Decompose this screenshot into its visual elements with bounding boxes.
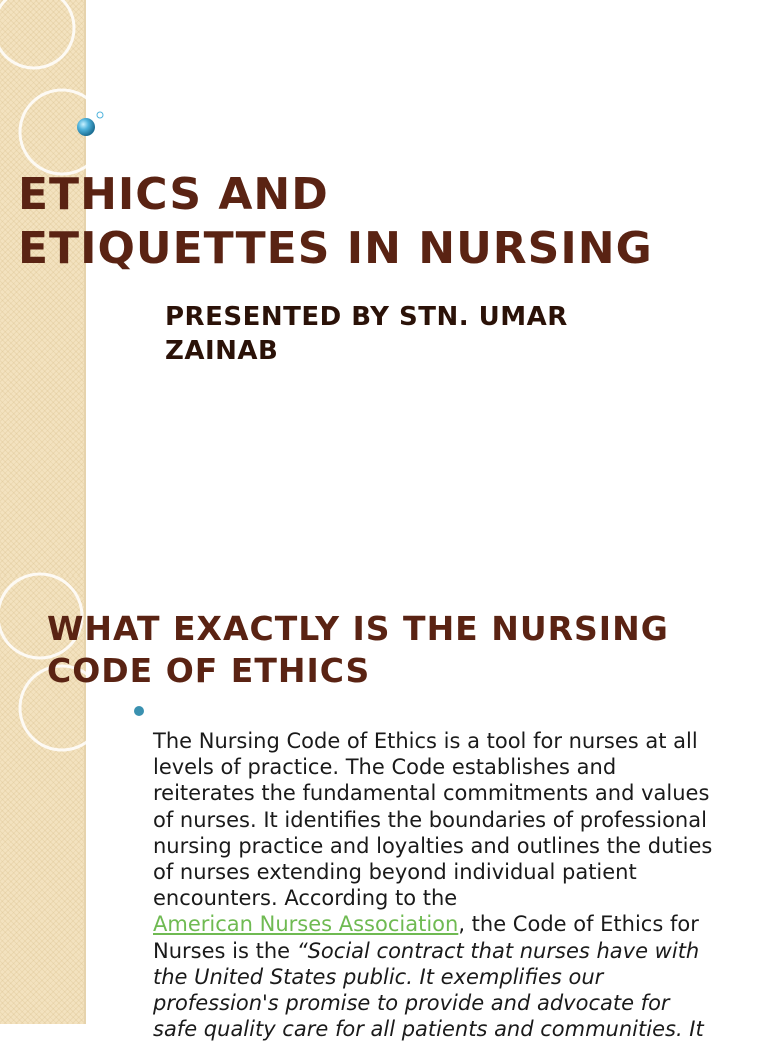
- ana-link[interactable]: American Nurses Association: [153, 912, 459, 937]
- subtitle-line-2: ZAINAB: [165, 336, 279, 366]
- title-line-1: ETHICS AND: [18, 169, 329, 220]
- plain-text: Nurses is the: [153, 938, 297, 963]
- quote-line: the United States public. It exemplifies our: [153, 964, 604, 989]
- quote-line: profession's promise to provide and advocate for: [153, 991, 670, 1016]
- body-line-with-link: [153, 911, 753, 937]
- content-slide: [0, 576, 768, 1042]
- body-line: nursing practice and loyalties and outlines the duties: [153, 833, 713, 858]
- presenter-subtitle: [165, 300, 645, 368]
- quote-start: “Social contract that nurses have with: [296, 938, 700, 963]
- bullet-icon: [134, 706, 144, 716]
- body-line: of nurses. It identifies the boundaries of professional: [153, 807, 707, 832]
- title-line-1: WHAT EXACTLY IS THE NURSING: [47, 609, 669, 648]
- after-link-text: , the Code of Ethics for: [458, 912, 699, 937]
- body-line: levels of practice. The Code establishes and: [153, 755, 617, 780]
- body-paragraph: [153, 728, 753, 1042]
- body-line: The Nursing Code of Ethics is a tool for nurses at all: [153, 729, 698, 753]
- subtitle-line-1: PRESENTED BY STN. UMAR: [165, 302, 568, 332]
- body-line: of nurses extending beyond individual patient: [153, 860, 637, 885]
- quote-line: safe quality care for all patients and communities. It: [153, 1017, 704, 1042]
- body-line-mixed: [153, 938, 753, 964]
- blue-orb-icon: [77, 118, 95, 136]
- slide-title: [47, 608, 669, 692]
- deco-ring-top: [0, 0, 74, 68]
- title-line-2: CODE OF ETHICS: [47, 651, 371, 690]
- title-line-2: ETIQUETTES IN NURSING: [18, 223, 653, 274]
- body-line: encounters. According to the: [153, 886, 458, 911]
- body-line: reiterates the fundamental commitments and values: [153, 781, 710, 806]
- slide-title: [18, 168, 653, 276]
